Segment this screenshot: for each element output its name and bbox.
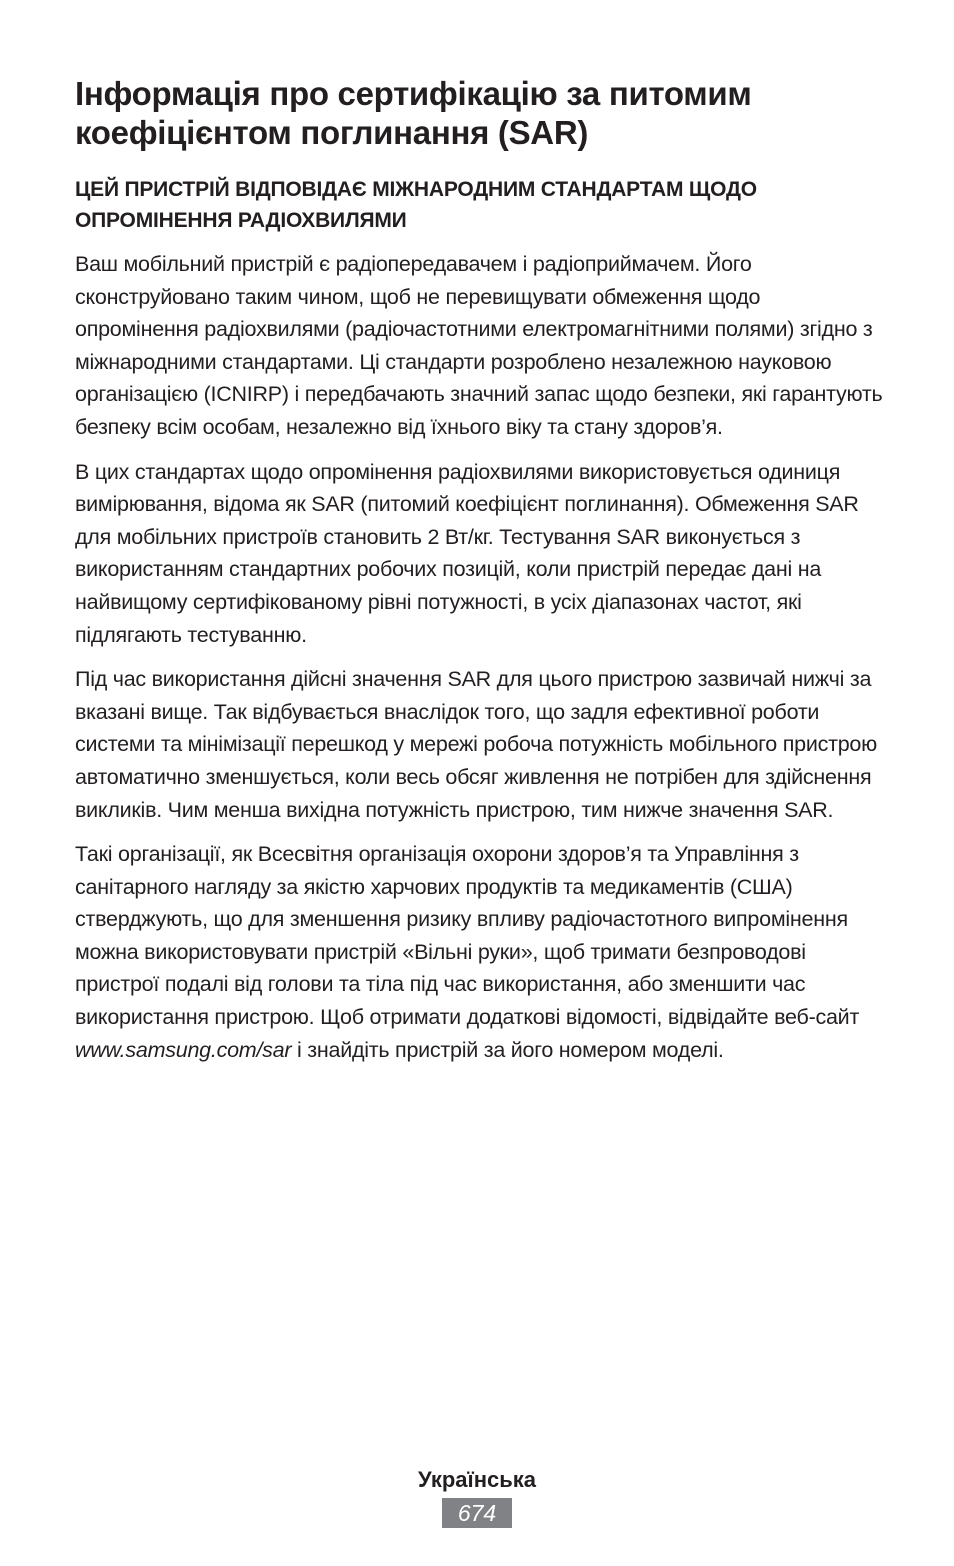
paragraph-text-end: і знайдіть пристрій за його номером моделі. <box>291 1037 724 1062</box>
website-link[interactable]: www.samsung.com/sar <box>75 1037 292 1062</box>
paragraph-intro: Ваш мобільний пристрій є радіопередавачем і радіоприймачем. Його сконструйовано таким чином, щоб не перевищувати обмеження щодо опромінення радіохвилями (радіочастотними електромагнітними полями) згідно з міжнародними стандартами. Ці стандарти розроблено незалежною науковою організацією (ICNIRP) і передбачають значний запас щодо безпеки, які гарантують безпеку всім особам, незалежно від їхнього віку та стану здоров’я. <box>75 252 883 439</box>
paragraph-recommendations <box>75 838 887 1066</box>
page-footer <box>0 1465 954 1528</box>
page-number-badge: 674 <box>442 1498 512 1528</box>
document-page <box>75 74 887 1078</box>
page-title: Інформація про сертифікацію за питомим коефіцієнтом поглинання (SAR) <box>75 75 752 151</box>
paragraph-sar-standards: В цих стандартах щодо опромінення радіохвилями використовується одиниця вимірювання, відома як SAR (питомий коефіцієнт поглинання). Обмеження SAR для мобільних пристроїв становить 2 Вт/кг. Тестування SAR виконується з використанням стандартних робочих позицій, коли пристрій передає дані на найвищому сертифікованому рівні потужності, в усіх діапазонах частот, які підлягають тестуванню. <box>75 459 859 647</box>
paragraph-text: Такі організації, як Всесвітня організація охорони здоров’я та Управління з санітарного нагляду за якістю харчових продуктів та медикаментів (США) стверджують, що для зменшення ризику впливу радіочастотного випромінення можна використовувати пристрій «Вільні руки», щоб тримати безпроводові пристрої подалі від голови та тіла під час використання, або зменшити час використання пристрою. Щоб отримати додаткові відомості, відвідайте веб-сайт <box>75 842 860 1030</box>
paragraph-actual-values: Під час використання дійсні значення SAR для цього пристрою зазвичай нижчі за вказані вище. Так відбувається внаслідок того, що задля ефективної роботи системи та мінімізації перешкод у мережі робоча потужність мобільного пристрою автоматично зменшується, коли весь обсяг живлення не потрібен для здійснення викликів. Чим менша вихідна потужність пристрою, тим нижче значення SAR. <box>75 667 877 822</box>
footer-language: Українська <box>417 1467 536 1492</box>
section-heading: ЦЕЙ ПРИСТРІЙ ВІДПОВІДАЄ МІЖНАРОДНИМ СТАНДАРТАМ ЩОДО ОПРОМІНЕННЯ РАДІОХВИЛЯМИ <box>75 178 757 232</box>
